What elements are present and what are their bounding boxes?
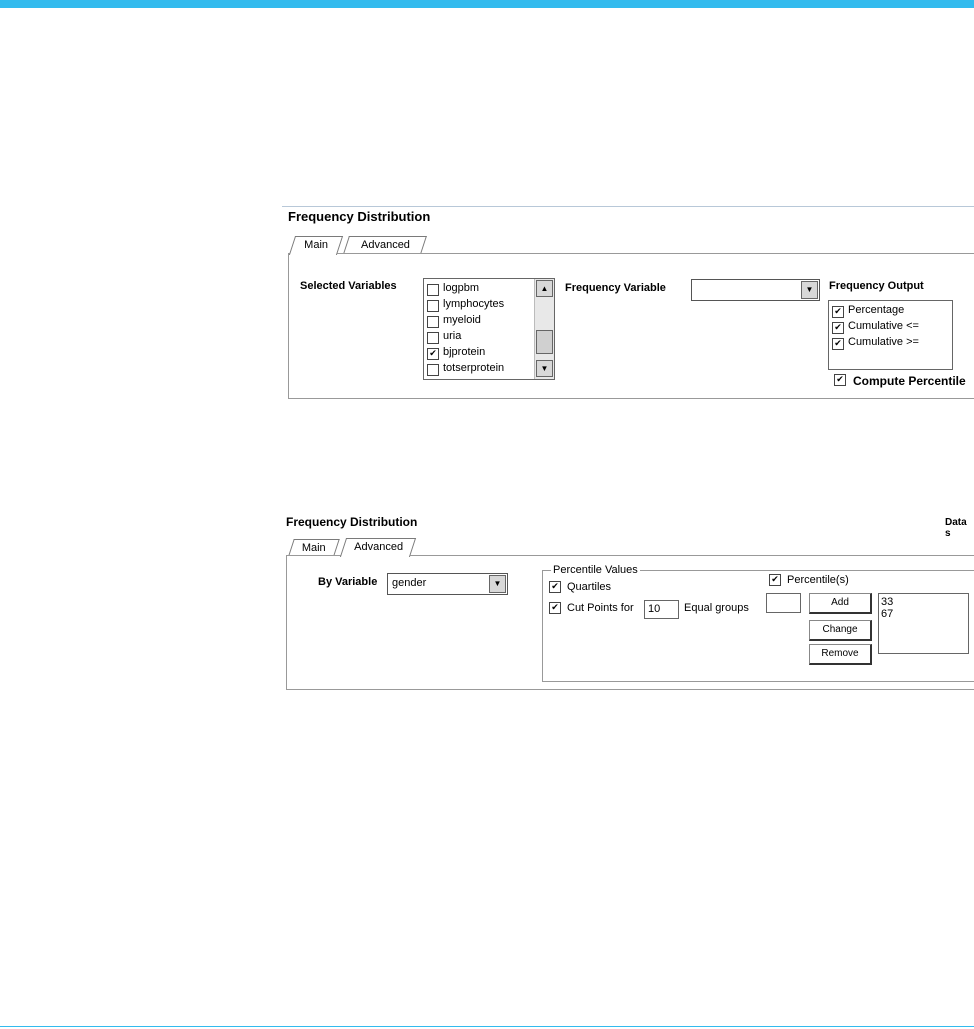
tab-main[interactable]: Main	[289, 236, 343, 255]
dialog-title: Frequency Distribution	[288, 209, 431, 224]
main-tab-panel	[288, 253, 974, 399]
scroll-up-icon[interactable]: ▲	[536, 280, 553, 297]
checkbox[interactable]	[427, 300, 439, 312]
checkbox[interactable]	[832, 306, 844, 318]
list-item[interactable]: ✔ Cumulative <=	[832, 320, 947, 336]
percentile-input[interactable]	[766, 593, 801, 613]
selected-variables-label: Selected Variables	[300, 280, 397, 292]
percentile-values-legend: Percentile Values	[553, 564, 638, 576]
dialog-title: Frequency Distribution	[286, 515, 418, 529]
by-variable-label: By Variable	[318, 576, 378, 588]
quartiles-label: Quartiles	[567, 581, 612, 593]
quartiles-checkbox[interactable]	[549, 581, 561, 593]
compute-percentile-checkbox[interactable]	[834, 374, 846, 386]
remove-button[interactable]: Remove	[809, 644, 872, 665]
list-item[interactable]: uria	[427, 330, 535, 346]
list-item[interactable]: logpbm	[427, 282, 535, 298]
list-item[interactable]: ✔ Percentage	[832, 304, 947, 320]
checkbox[interactable]	[427, 364, 439, 376]
list-item[interactable]: totserprotein	[427, 362, 535, 378]
list-item[interactable]: lymphocytes	[427, 298, 535, 314]
tab-advanced[interactable]: Advanced	[340, 538, 416, 557]
checkbox[interactable]	[427, 284, 439, 296]
percentile-list[interactable]	[878, 593, 969, 654]
checkbox[interactable]	[427, 316, 439, 328]
data-label: Data s	[945, 517, 967, 539]
top-accent-bar	[0, 0, 974, 8]
change-button[interactable]: Change	[809, 620, 872, 641]
frequency-variable-select[interactable]	[691, 279, 820, 301]
title-separator	[282, 206, 974, 207]
cut-points-input[interactable]: 10	[644, 600, 679, 619]
percentiles-checkbox[interactable]	[769, 574, 781, 586]
selected-variables-list[interactable]	[423, 278, 555, 380]
cut-points-checkbox[interactable]	[549, 602, 561, 614]
chevron-down-icon[interactable]: ▼	[801, 281, 818, 299]
cut-points-label: Cut Points for	[567, 602, 634, 614]
list-item[interactable]: 67	[881, 608, 894, 620]
frequency-variable-label: Frequency Variable	[565, 282, 666, 294]
list-item[interactable]: myeloid	[427, 314, 535, 330]
scroll-down-icon[interactable]: ▼	[536, 360, 553, 377]
bottom-accent-line	[0, 1026, 974, 1027]
percentiles-label: Percentile(s)	[787, 574, 849, 586]
tab-advanced[interactable]: Advanced	[343, 236, 427, 254]
list-scrollbar[interactable]	[534, 279, 554, 379]
advanced-tab-panel	[286, 555, 974, 690]
by-variable-select[interactable]: gender ▼	[387, 573, 508, 595]
list-item[interactable]: ✔ Cumulative >=	[832, 336, 947, 352]
list-item[interactable]: 33	[881, 596, 894, 608]
checkbox[interactable]	[427, 348, 439, 360]
checkbox[interactable]	[832, 322, 844, 334]
checkbox[interactable]	[832, 338, 844, 350]
frequency-output-label: Frequency Output	[829, 280, 924, 292]
compute-percentile-label: Compute Percentile	[853, 374, 966, 388]
add-button[interactable]: Add	[809, 593, 872, 614]
checkbox[interactable]	[427, 332, 439, 344]
equal-groups-label: Equal groups	[684, 602, 749, 614]
tab-main[interactable]: Main	[288, 539, 340, 556]
scroll-thumb[interactable]	[536, 330, 553, 354]
list-item[interactable]: ✔ bjprotein	[427, 346, 535, 362]
chevron-down-icon[interactable]: ▼	[489, 575, 506, 593]
frequency-output-list[interactable]	[828, 300, 953, 370]
